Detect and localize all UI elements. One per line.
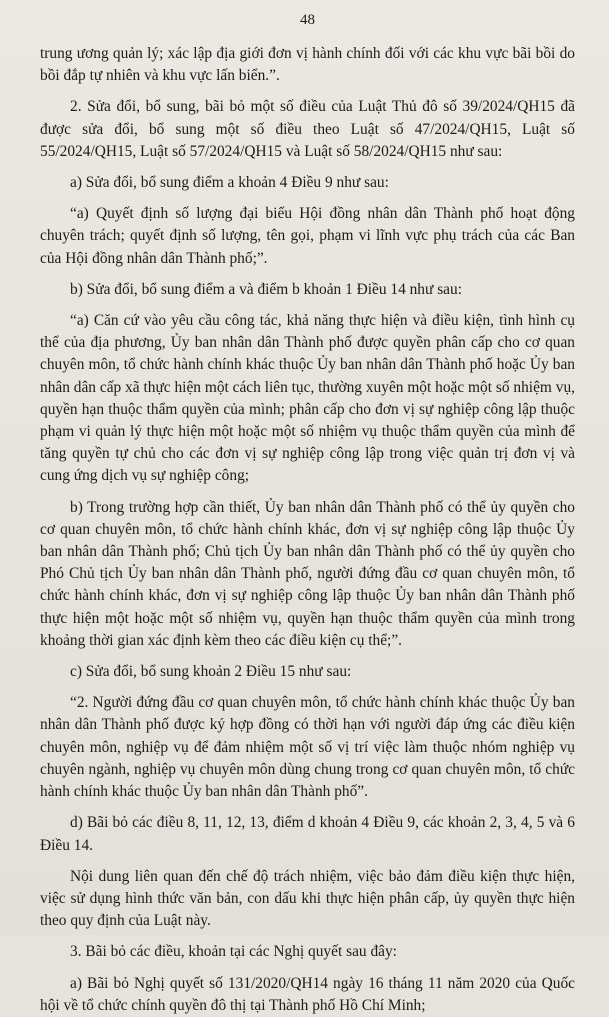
paragraph-continuation: trung ương quản lý; xác lập địa giới đơn vị hành chính đối với các khu vực bãi bồi do bồi đắp tự nhiên và khu vực lấn biển.”.: [40, 45, 575, 85]
paragraph-item-2d: d) Bãi bỏ các điều 8, 11, 12, 13, điểm d khoản 4 Điều 9, các khoản 2, 3, 4, 5 và 6 Điều 14.: [40, 814, 575, 854]
paragraph-quote-2c: “2. Người đứng đầu cơ quan chuyên môn, tổ chức hành chính khác thuộc Ủy ban nhân dân Thành phố được ký hợp đồng có thời hạn với người đáp ứng các điều kiện chuyên môn, nghiệp vụ để đảm nhiệm một số vị trí việc làm thuộc nhóm nghiệp vụ chuyên ngành, nghiệp vụ chuyên môn dùng chung trong cơ quan chuyên môn, tổ chức hành chính khác thuộc Ủy ban nhân dân Thành phố”.: [40, 694, 575, 801]
paragraph-item-3: 3. Bãi bỏ các điều, khoản tại các Nghị quyết sau đây:: [70, 943, 397, 961]
paragraph-quote-2a: “a) Quyết định số lượng đại biểu Hội đồng nhân dân Thành phố hoạt động chuyên trách; quyết định số lượng, tên gọi, phạm vi lĩnh vực phụ trách của các Ban của Hội đồng nhân dân Thành phố;”.: [40, 205, 575, 267]
paragraph-item-2b: b) Sửa đổi, bổ sung điểm a và điểm b khoản 1 Điều 14 như sau:: [70, 280, 462, 298]
paragraph-item-2a: a) Sửa đổi, bổ sung điểm a khoản 4 Điều 9 như sau:: [70, 174, 389, 192]
paragraph-quote-2b-a: “a) Căn cứ vào yêu cầu công tác, khả năng thực hiện và điều kiện, tình hình cụ thể của địa phương, Ủy ban nhân dân Thành phố được quyền phân cấp cho cơ quan chuyên môn, tổ chức hành chính khác thuộc Ủy ban nhân dân Thành phố hoặc Ủy ban nhân dân cấp xã thực hiện một cách liên tục, thường xuyên một hoặc một số nhiệm vụ, quyền hạn thuộc thẩm quyền của mình; phân cấp cho đơn vị sự nghiệp công lập thuộc phạm vi quản lý thực hiện một hoặc một số nhiệm vụ thuộc thẩm quyền của mình để tăng quyền tự chủ cho các đơn vị sự nghiệp công lập trong việc quản trị đơn vị và cung ứng dịch vụ sự nghiệp công;: [40, 312, 575, 485]
paragraph-item-2: 2. Sửa đổi, bổ sung, bãi bỏ một số điều của Luật Thủ đô số 39/2024/QH15 đã được sửa đổi, bổ sung một số điều theo Luật số 47/2024/QH15, Luật số 55/2024/QH15, Luật số 57/2024/QH15 và Luật số 58/2024/QH15 như sau:: [40, 98, 575, 160]
page-number: 48: [300, 12, 315, 28]
paragraph-item-2c: c) Sửa đổi, bổ sung khoản 2 Điều 15 như sau:: [70, 663, 352, 681]
paragraph-item-3a: a) Bãi bỏ Nghị quyết số 131/2020/QH14 ngày 16 tháng 11 năm 2020 của Quốc hội về tổ chức chính quyền đô thị tại Thành phố Hồ Chí Minh;: [40, 974, 575, 1014]
paragraph-quote-2b-b: b) Trong trường hợp cần thiết, Ủy ban nhân dân Thành phố có thể ủy quyền cho cơ quan chuyên môn, tổ chức hành chính khác, đơn vị sự nghiệp công lập thuộc Ủy ban nhân dân Thành phố; Chủ tịch Ủy ban nhân dân Thành phố có thể ủy quyền cho Phó Chủ tịch Ủy ban nhân dân Thành phố, người đứng đầu cơ quan chuyên môn, tổ chức hành chính khác, đơn vị sự nghiệp công lập thuộc Ủy ban nhân dân Thành phố thực hiện một hoặc một số nhiệm vụ, quyền hạn thuộc thẩm quyền của mình trong khoảng thời gian xác định kèm theo các điều kiện cụ thể;”.: [40, 498, 575, 649]
paragraph-note: Nội dung liên quan đến chế độ trách nhiệm, việc bảo đảm điều kiện thực hiện, việc sử dụng hình thức văn bản, con dấu khi thực hiện phân cấp, ủy quyền thực hiện theo quy định của Luật này.: [40, 867, 575, 930]
